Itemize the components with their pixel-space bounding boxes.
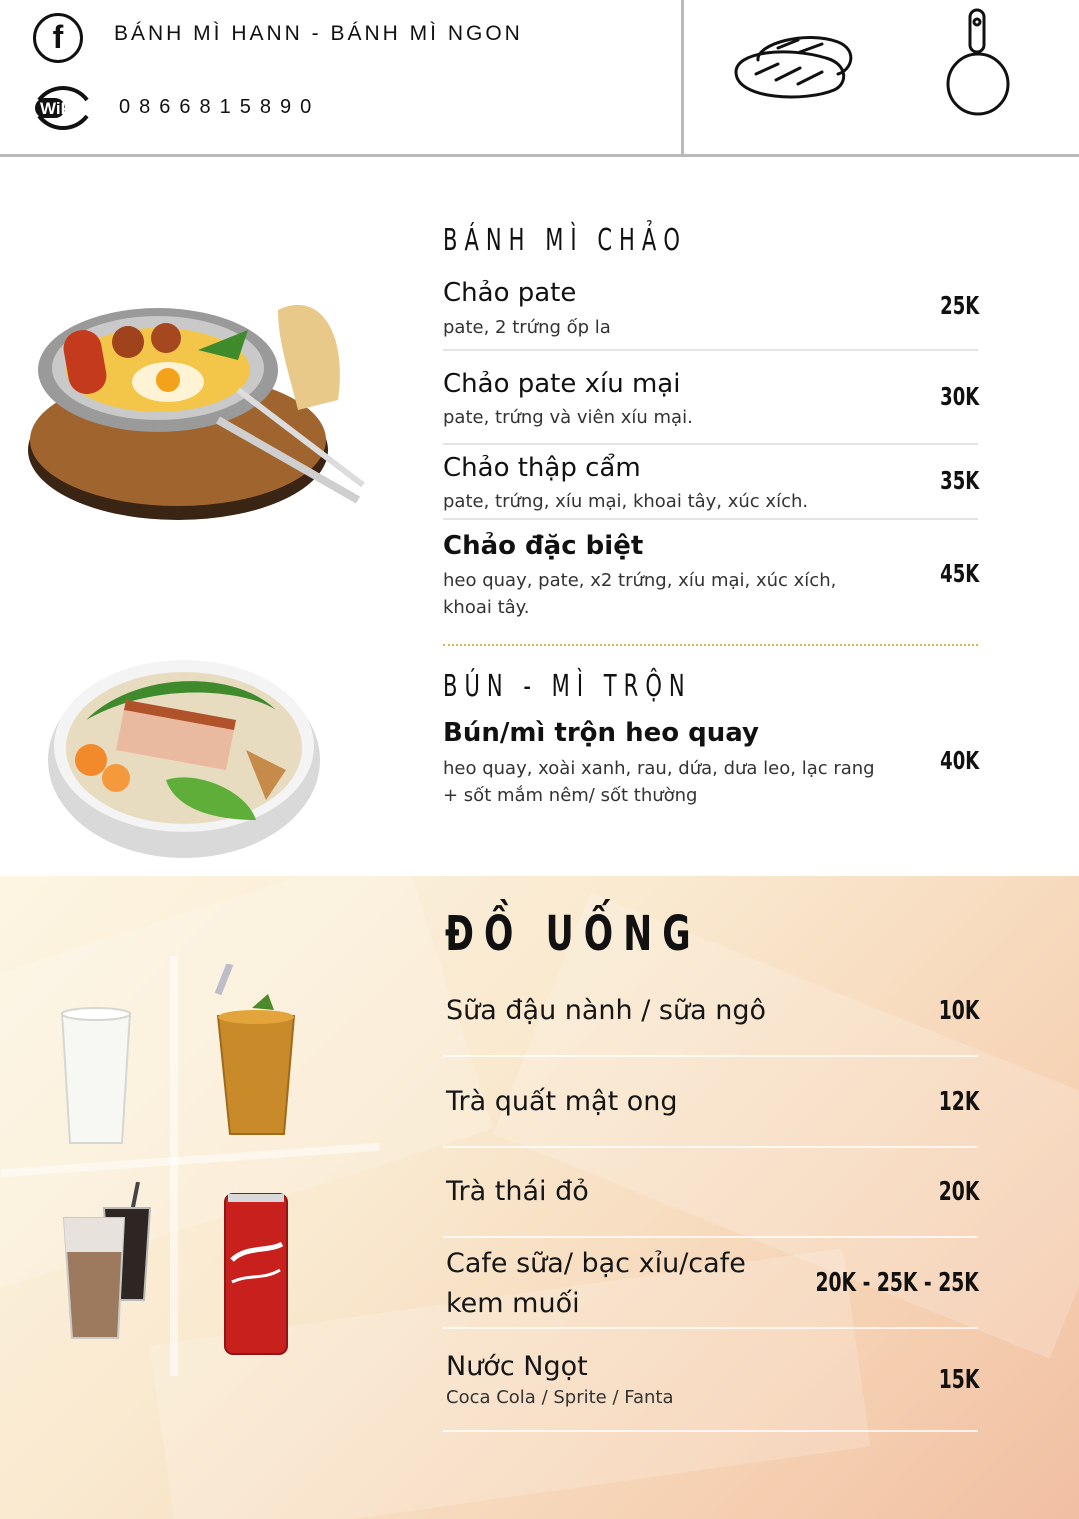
menu-item-name: Bún/mì trộn heo quay [443, 718, 759, 748]
menu-item-desc: pate, trứng, xíu mại, khoai tây, xúc xích. [443, 491, 809, 512]
drink-name: Trà thái đỏ [446, 1176, 589, 1207]
wifi-label: WiFi [40, 99, 76, 118]
phone-number: 0866815890 [119, 96, 321, 118]
drink-price: 20K - 25K - 25K [815, 1268, 979, 1298]
coca-cola-can-photo [222, 1190, 290, 1358]
menu-item-price: 45K [939, 559, 979, 588]
menu-item-name: Chảo pate [443, 278, 577, 308]
drink-price: 12K [938, 1087, 979, 1117]
drink-name: Cafe sữa/ bạc xỉu/cafe [446, 1248, 746, 1279]
section-divider [443, 644, 978, 646]
item-divider [443, 443, 978, 445]
wifi-icon [33, 86, 93, 130]
menu-item-desc: heo quay, xoài xanh, rau, dứa, dưa leo, lạc rang [443, 758, 875, 779]
drink-price: 10K [938, 996, 979, 1026]
menu-item-name: Chảo pate xíu mại [443, 369, 681, 399]
baguette-icon [726, 24, 856, 110]
background-line [170, 956, 178, 1376]
menu-item-desc: heo quay, pate, x2 trứng, xíu mại, xúc xích, [443, 570, 837, 591]
menu-item-price: 30K [939, 382, 979, 411]
bun-mi-tron-photo [46, 650, 322, 862]
drink-price: 15K [938, 1365, 979, 1395]
section-title-do-uong: ĐỒ UỐNG [445, 906, 701, 962]
iced-coffee-glasses-photo [60, 1182, 154, 1342]
header-divider [681, 0, 684, 155]
drink-name: Sữa đậu nành / sữa ngô [446, 995, 766, 1026]
item-divider [443, 518, 978, 520]
banh-mi-chao-photo [18, 290, 368, 525]
menu-item-desc: + sốt mắm nêm/ sốt thường [443, 785, 698, 806]
kumquat-tea-glass-photo [212, 964, 300, 1140]
section-title-banh-mi-chao: BÁNH MÌ CHẢO [443, 223, 687, 258]
menu-item-price: 40K [939, 746, 979, 775]
drink-price: 20K [938, 1177, 979, 1207]
menu-item-desc: pate, 2 trứng ốp la [443, 317, 611, 338]
drink-name: kem muối [446, 1288, 580, 1319]
item-divider [443, 1146, 978, 1148]
menu-item-desc: khoai tây. [443, 597, 530, 618]
soy-milk-glass-photo [58, 1005, 134, 1147]
drink-name: Trà quất mật ong [446, 1086, 678, 1117]
drink-desc: Coca Cola / Sprite / Fanta [446, 1387, 674, 1408]
item-divider [443, 1055, 978, 1057]
menu-item-name: Chảo thập cẩm [443, 453, 641, 483]
menu-item-name: Chảo đặc biệt [443, 531, 644, 561]
menu-item-price: 35K [939, 466, 979, 495]
item-divider [443, 349, 978, 351]
facebook-icon: f [33, 13, 83, 63]
item-divider [443, 1327, 978, 1329]
drink-name: Nước Ngọt [446, 1351, 588, 1382]
section-title-bun-mi-tron: BÚN - MÌ TRỘN [443, 669, 692, 704]
item-divider [443, 1236, 978, 1238]
menu-item-price: 25K [939, 291, 979, 320]
frying-pan-icon [940, 6, 1016, 118]
item-divider [443, 1430, 978, 1432]
brand-name: BÁNH MÌ HANN - BÁNH MÌ NGON [114, 22, 523, 45]
menu-item-desc: pate, trứng và viên xíu mại. [443, 407, 693, 428]
